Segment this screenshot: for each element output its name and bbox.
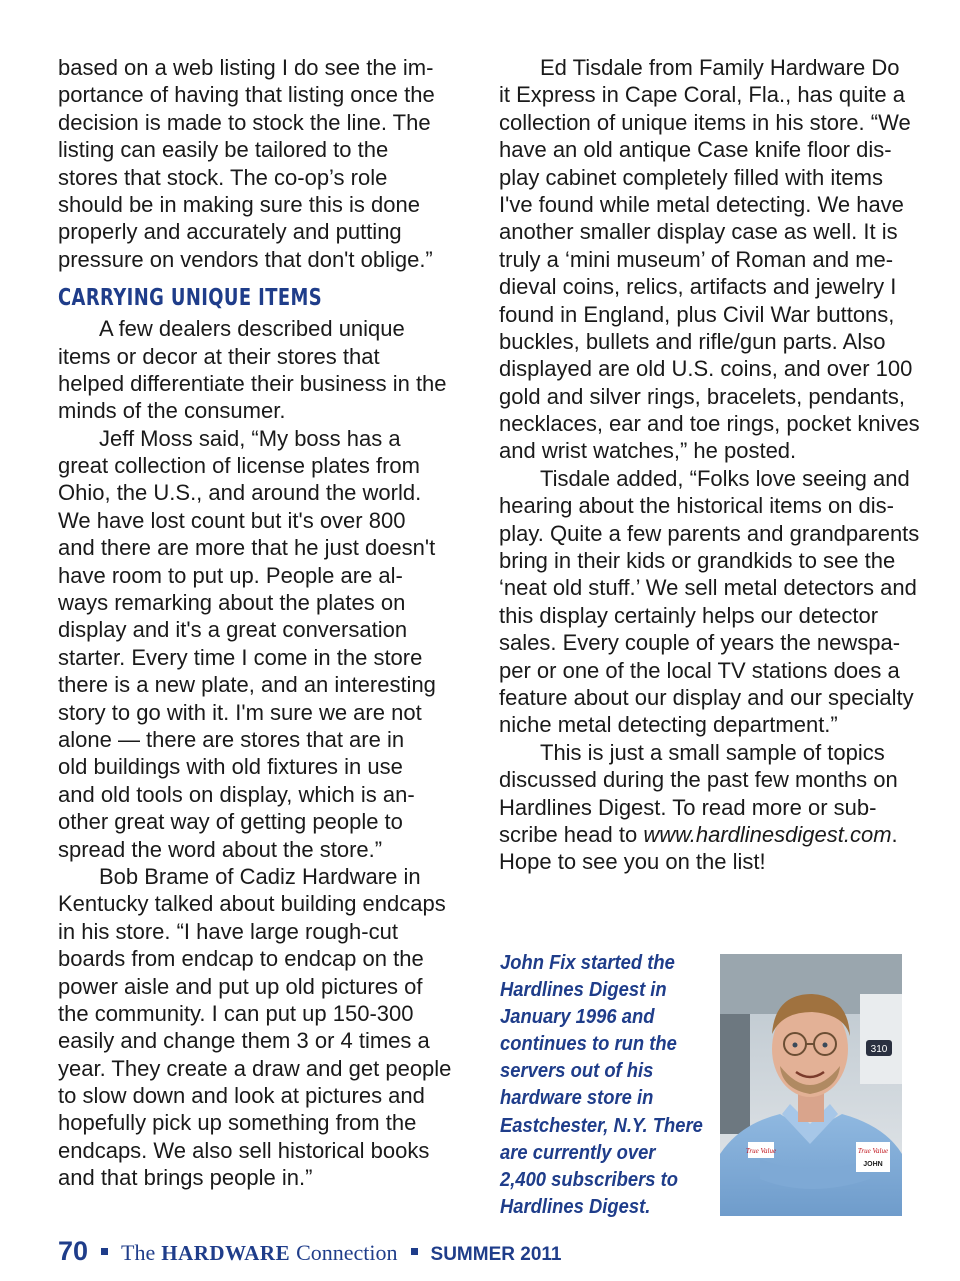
page-number: 70 xyxy=(58,1236,89,1266)
right-paragraphs xyxy=(499,54,924,739)
text-line: endcaps. We also sell historical books xyxy=(58,1137,430,1163)
text-line: in his store. “I have large rough-cut xyxy=(58,918,398,944)
text-line: story to go with it. I'm sure we are not xyxy=(58,699,422,725)
magazine-name-hardware: HARDWARE xyxy=(161,1241,291,1265)
text-line: pressure on vendors that don't oblige.” xyxy=(58,246,433,272)
text-line: and that brings people in.” xyxy=(58,1165,313,1191)
left-paragraphs xyxy=(58,315,468,1192)
portrait-illustration xyxy=(720,954,902,1216)
closing-text: scribe head to xyxy=(499,821,644,847)
magazine-name-connection: Connection xyxy=(296,1240,398,1265)
text-line: ways remarking about the plates on xyxy=(58,590,406,616)
caption-line: Hardlines Digest in xyxy=(500,979,667,1002)
text-line: portance of having that listing once the xyxy=(58,82,435,108)
text-line: it Express in Cape Coral, Fla., has quite a xyxy=(499,82,905,108)
page-footer xyxy=(58,1236,561,1270)
website-link[interactable]: www.hardlinesdigest.com xyxy=(643,821,892,847)
text-line: We have lost count but it's over 800 xyxy=(58,507,406,533)
text-line: items or decor at their stores that xyxy=(58,343,380,369)
text-line: stores that stock. The co-op’s role xyxy=(58,164,388,190)
left-column xyxy=(58,54,468,1192)
text-line: Ed Tisdale from Family Hardware Do xyxy=(540,55,900,80)
text-line: collection of unique items in his store. “We xyxy=(499,109,911,135)
text-line: buckles, bullets and rifle/gun parts. Also xyxy=(499,328,886,354)
closing-line: discussed during the past few months on xyxy=(499,767,898,793)
sign-number: 310 xyxy=(870,1044,888,1055)
continued-paragraph xyxy=(58,54,468,273)
text-line: displayed are old U.S. coins, and over 100 xyxy=(499,356,913,382)
right-column xyxy=(499,54,924,876)
text-line: other great way of getting people to xyxy=(58,809,403,835)
caption-line: January 1996 and xyxy=(500,1006,655,1029)
text-line: gold and silver rings, bracelets, pendants, xyxy=(499,383,906,409)
text-line: year. They create a draw and get people xyxy=(58,1055,452,1081)
text-line: easily and change them 3 or 4 times a xyxy=(58,1028,430,1054)
caption-line: are currently over xyxy=(500,1141,656,1164)
text-line: I've found while metal detecting. We have xyxy=(499,191,904,217)
name-tag-logo: True Value xyxy=(857,1147,889,1155)
text-line: to slow down and look at pictures and xyxy=(58,1083,425,1109)
text-line: play cabinet completely filled with items xyxy=(499,164,883,190)
caption-line: hardware store in xyxy=(500,1087,654,1110)
text-line: old buildings with old fixtures in use xyxy=(58,754,403,780)
text-line: Ohio, the U.S., and around the world. xyxy=(58,480,422,506)
text-line: have an old antique Case knife floor dis- xyxy=(499,137,892,163)
shirt-logo: True Value xyxy=(745,1147,777,1155)
section-heading: CARRYING UNIQUE ITEMS xyxy=(58,285,323,312)
text-line: and old tools on display, which is an- xyxy=(58,781,415,807)
text-line: power aisle and put up old pictures of xyxy=(58,973,423,999)
text-line: decision is made to stock the line. The xyxy=(58,109,431,135)
magazine-name-the: The xyxy=(121,1240,156,1265)
portrait-photo xyxy=(720,954,902,1216)
text-line: ‘neat old stuff.’ We sell metal detectors and xyxy=(499,575,917,601)
text-line: spread the word about the store.” xyxy=(58,836,383,862)
text-line: Tisdale added, “Folks love seeing and xyxy=(540,465,910,491)
text-line: minds of the consumer. xyxy=(58,398,286,424)
caption-line: 2,400 subscribers to xyxy=(500,1168,678,1191)
text-line: great collection of license plates from xyxy=(58,453,420,479)
photo-caption xyxy=(500,950,710,1221)
text-line: play. Quite a few parents and grandparents xyxy=(499,520,920,546)
text-line: dieval coins, relics, artifacts and jewelry I xyxy=(499,274,897,300)
text-line: starter. Every time I come in the store xyxy=(58,644,423,670)
closing-line: This is just a small sample of topics xyxy=(540,739,885,765)
text-line: sales. Every couple of years the newspa- xyxy=(499,630,901,656)
text-line: hearing about the historical items on dis- xyxy=(499,493,894,519)
text-line: Jeff Moss said, “My boss has a xyxy=(99,425,401,451)
text-line: display and it's a great conversation xyxy=(58,617,408,643)
name-tag: JOHN xyxy=(863,1161,883,1168)
caption-line: John Fix started the xyxy=(500,952,675,974)
text-line: found in England, plus Civil War buttons, xyxy=(499,301,895,327)
text-line: per or one of the local TV stations does a xyxy=(499,657,900,683)
issue-date: SUMMER 2011 xyxy=(430,1244,562,1265)
caption-line: servers out of his xyxy=(500,1060,654,1083)
text-line: bring in their kids or grandkids to see the xyxy=(499,548,896,574)
square-bullet-icon xyxy=(411,1248,418,1255)
closing-line: Hardlines Digest. To read more or sub- xyxy=(499,794,877,820)
text-line: alone — there are stores that are in xyxy=(58,726,405,752)
closing-line: Hope to see you on the list! xyxy=(499,849,766,875)
text-line: this display certainly helps our detector xyxy=(499,602,879,628)
closing-period: . xyxy=(891,821,898,847)
text-line: properly and accurately and putting xyxy=(58,219,402,245)
text-line: niche metal detecting department.” xyxy=(499,712,838,738)
text-line: boards from endcap to endcap on the xyxy=(58,946,424,972)
text-line: should be in making sure this is done xyxy=(58,191,420,217)
text-line: Kentucky talked about building endcaps xyxy=(58,891,446,917)
text-line: A few dealers described unique xyxy=(99,316,405,342)
text-line: and there are more that he just doesn't xyxy=(58,535,436,561)
caption-line: Eastchester, N.Y. There xyxy=(500,1114,703,1137)
text-line: based on a web listing I do see the im- xyxy=(58,55,434,80)
text-line: necklaces, ear and toe rings, pocket knives xyxy=(499,411,920,437)
caption-line: Hardlines Digest. xyxy=(500,1195,651,1218)
text-line: and wrist watches,” he posted. xyxy=(499,438,797,464)
square-bullet-icon xyxy=(101,1248,108,1255)
text-line: listing can easily be tailored to the xyxy=(58,137,389,163)
text-line: Bob Brame of Cadiz Hardware in xyxy=(99,863,421,889)
text-line: feature about our display and our specialty xyxy=(499,684,914,710)
text-line: there is a new plate, and an interesting xyxy=(58,672,436,698)
closing-line-with-link xyxy=(499,821,924,848)
text-line: truly a ‘mini museum’ of Roman and me- xyxy=(499,246,894,272)
text-line: the community. I can put up 150-300 xyxy=(58,1000,414,1026)
text-line: helped differentiate their business in the xyxy=(58,370,447,396)
text-line: another smaller display case as well. It is xyxy=(499,219,898,245)
text-line: hopefully pick up something from the xyxy=(58,1110,417,1136)
text-line: have room to put up. People are al- xyxy=(58,562,403,588)
caption-line: continues to run the xyxy=(500,1033,677,1056)
